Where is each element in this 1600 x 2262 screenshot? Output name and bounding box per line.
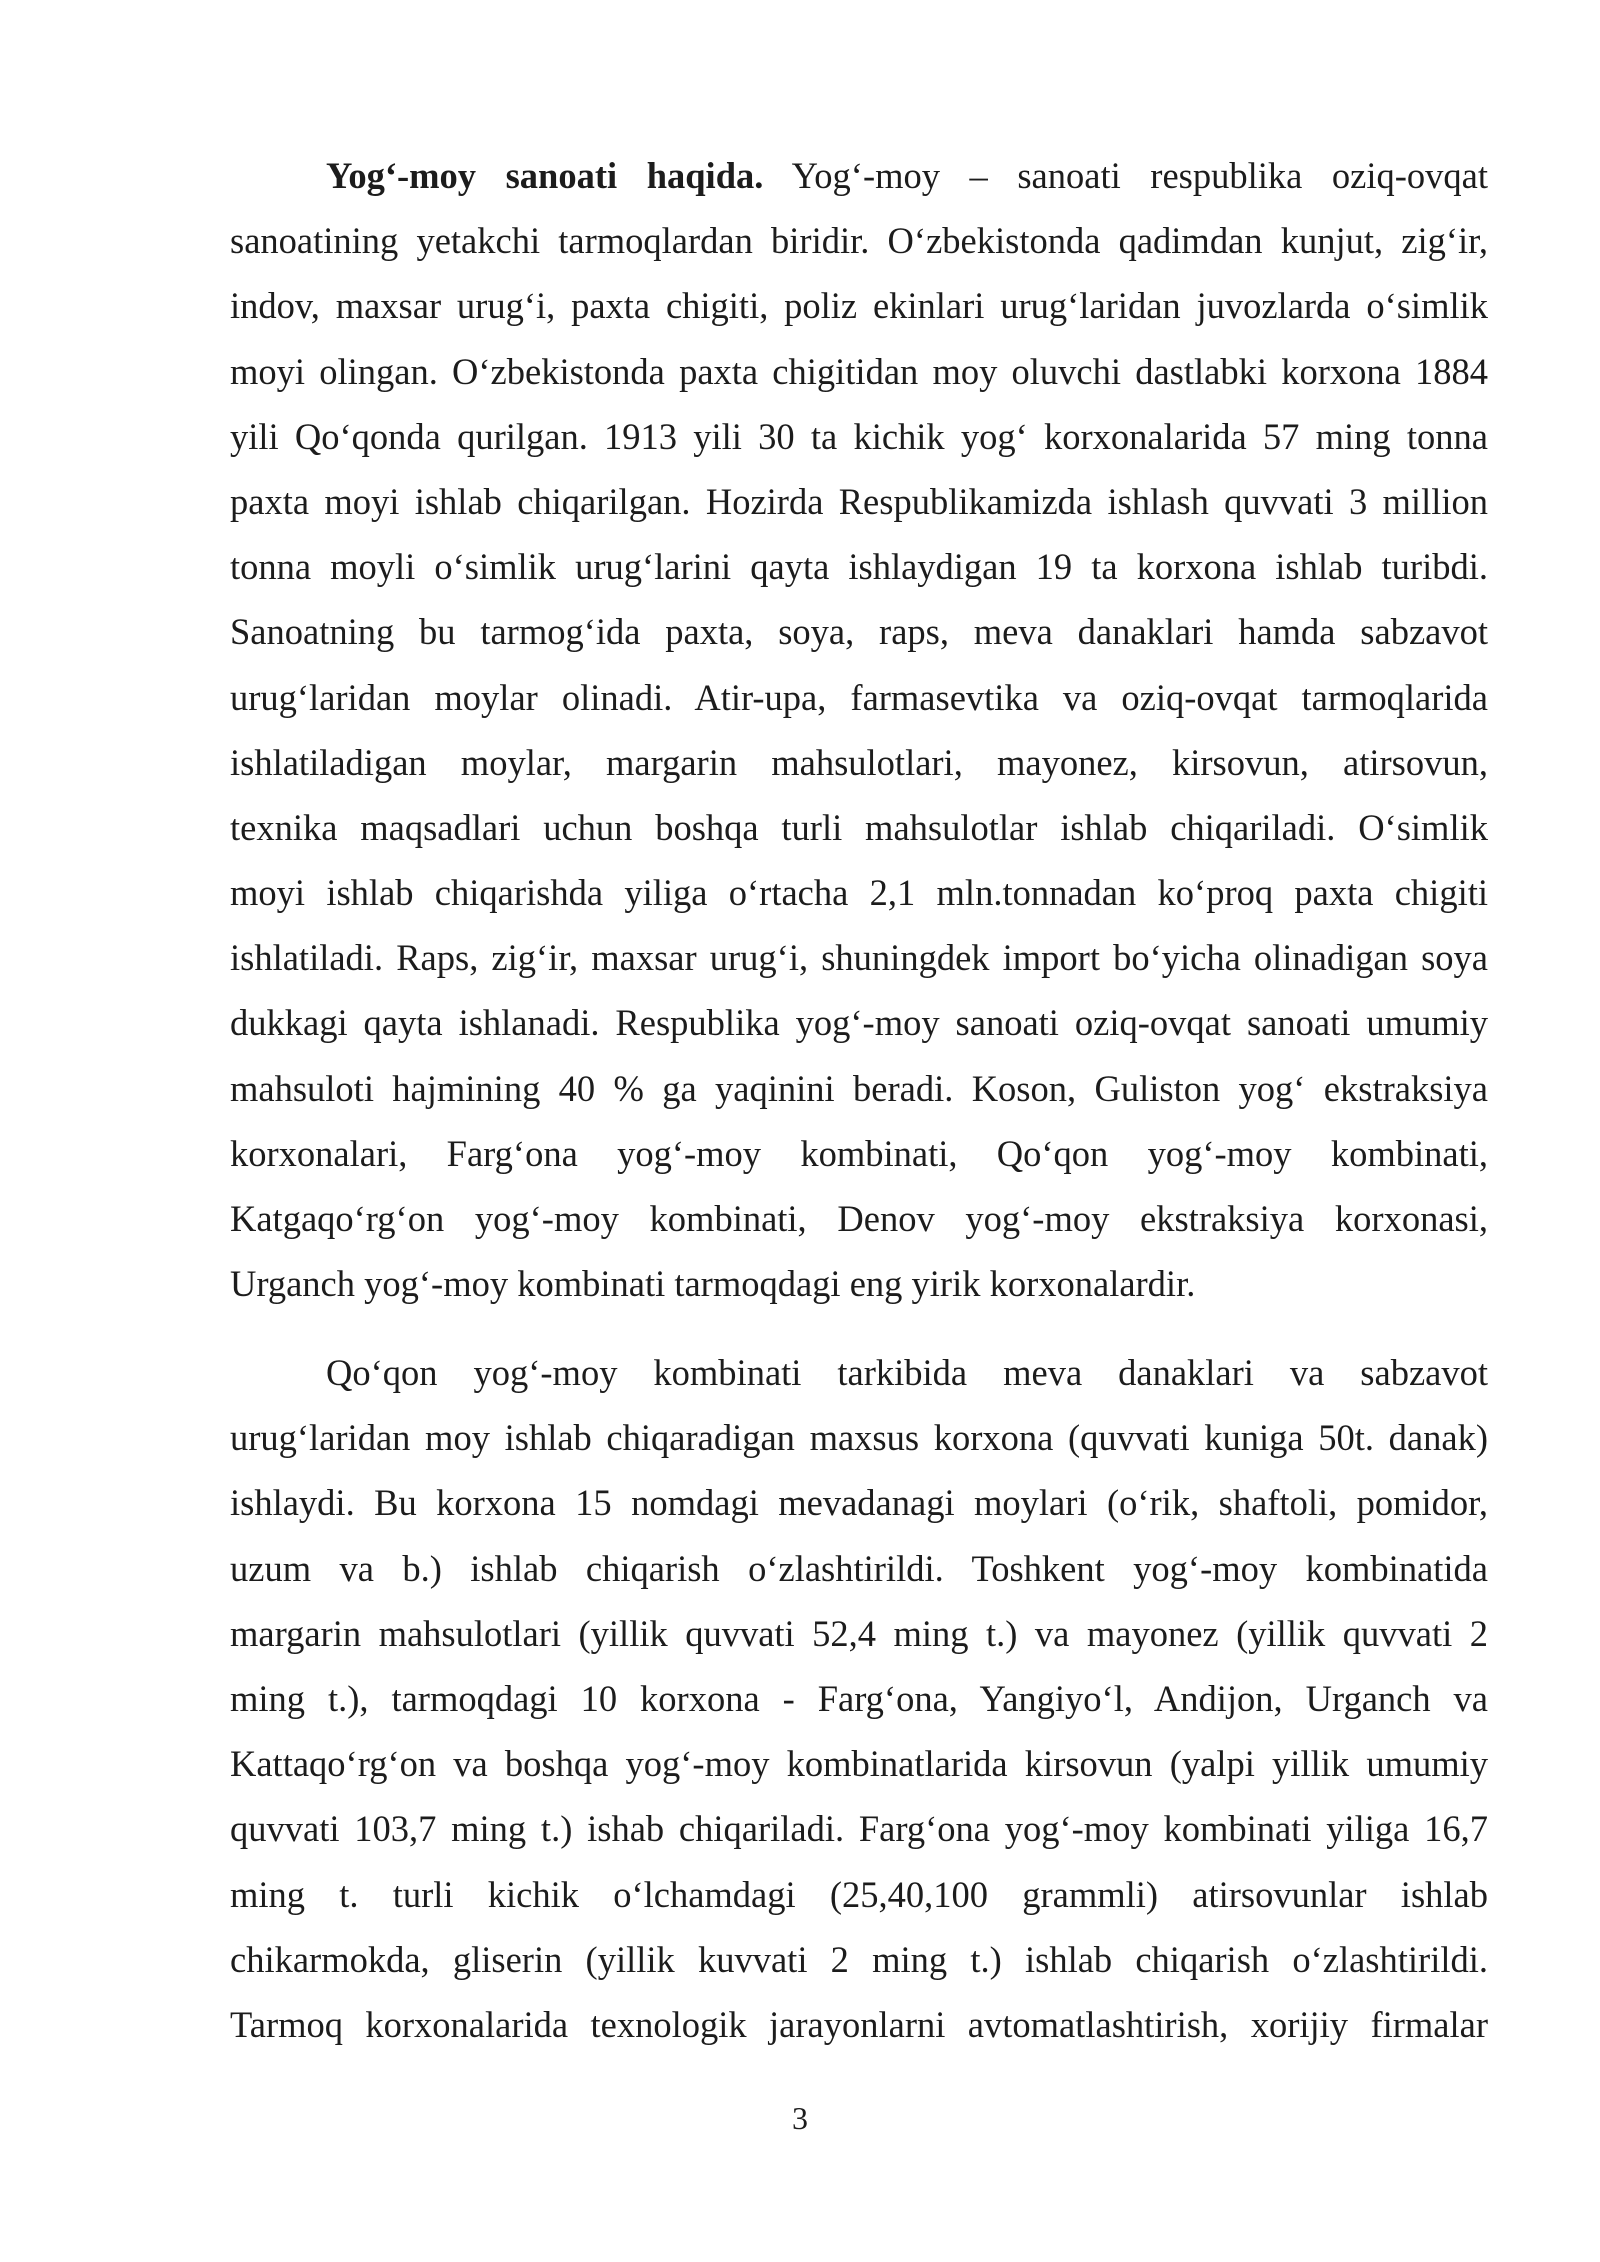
paragraph-line: moyi ishlab chiqarishda yiliga o‘rtacha 2,1 mln.tonnadan ko‘proq paxta chigiti — [230, 872, 1488, 914]
paragraph-line: ishlatiladi. Raps, zig‘ir, maxsar urug‘i, shuningdek import bo‘yicha olinadigan soya — [230, 937, 1488, 979]
paragraph-line: margarin mahsulotlari (yillik quvvati 52,4 ming t.) va mayonez (yillik quvvati 2 — [230, 1612, 1488, 1654]
paragraph-line: Tarmoq korxonalarida texnologik jarayonlarni avtomatlashtirish, xorijiy firmalar — [230, 2003, 1488, 2045]
paragraph-line: Urganch yog‘-moy kombinati tarmoqdagi eng yirik korxonalardir. — [230, 1263, 1196, 1305]
paragraph-line: quvvati 103,7 ming t.) ishab chiqariladi. Farg‘ona yog‘-moy kombinati yiliga 16,7 — [230, 1808, 1488, 1850]
paragraph-line: ishlaydi. Bu korxona 15 nomdagi mevadanagi moylari (o‘rik, shaftoli, pomidor, — [230, 1482, 1488, 1524]
paragraph-line: Kattaqo‘rg‘on va boshqa yog‘-moy kombinatlarida kirsovun (yalpi yillik umumiy — [230, 1743, 1488, 1785]
paragraph-line: Sanoatning bu tarmog‘ida paxta, soya, raps, meva danaklari hamda sabzavot — [230, 611, 1488, 653]
paragraph-line: urug‘laridan moy ishlab chiqaradigan maxsus korxona (quvvati kuniga 50t. danak) — [230, 1417, 1488, 1459]
paragraph-line: korxonalari, Farg‘ona yog‘-moy kombinati, Qo‘qon yog‘-moy kombinati, — [230, 1132, 1488, 1174]
paragraph-line: uzum va b.) ishlab chiqarish o‘zlashtirildi. Toshkent yog‘-moy kombinatida — [230, 1547, 1488, 1589]
paragraph-line: mahsuloti hajmining 40 % ga yaqinini beradi. Koson, Guliston yog‘ ekstraksiya — [230, 1067, 1488, 1109]
paragraph-line — [230, 143, 1488, 208]
paragraph-line: yili Qo‘qonda qurilgan. 1913 yili 30 ta kichik yog‘ korxonalarida 57 ming tonna — [230, 415, 1488, 457]
paragraph-line: chikarmokda, gliserin (yillik kuvvati 2 ming t.) ishlab chiqarish o‘zlashtirildi. — [230, 1938, 1488, 1980]
paragraph-line: urug‘laridan moylar olinadi. Atir-upa, farmasevtika va oziq-ovqat tarmoqlarida — [230, 676, 1488, 718]
paragraph-line: moyi olingan. O‘zbekistonda paxta chigitidan moy oluvchi dastlabki korxona 1884 — [230, 350, 1488, 392]
paragraph-fat-oil-industry — [230, 143, 1488, 1316]
paragraph-kokand-combine — [230, 1340, 1488, 2057]
paragraph-line: paxta moyi ishlab chiqarilgan. Hozirda Respublikamizda ishlash quvvati 3 million — [230, 480, 1488, 522]
paragraph-line: ishlatiladigan moylar, margarin mahsulotlari, mayonez, kirsovun, atirsovun, — [230, 741, 1488, 783]
paragraph-line: dukkagi qayta ishlanadi. Respublika yog‘-moy sanoati oziq-ovqat sanoati umumiy — [230, 1002, 1488, 1044]
paragraph-line: ming t.), tarmoqdagi 10 korxona - Farg‘ona, Yangiyo‘l, Andijon, Urganch va — [230, 1677, 1488, 1719]
page-number: 3 — [792, 2100, 808, 2136]
paragraph-line-text: Yog‘-moy – sanoati respublika oziq-ovqat — [763, 155, 1488, 196]
paragraph-line: Qo‘qon yog‘-moy kombinati tarkibida meva danaklari va sabzavot — [326, 1352, 1488, 1393]
paragraph-line: ming t. turli kichik o‘lchamdagi (25,40,100 grammli) atirsovunlar ishlab — [230, 1873, 1488, 1915]
paragraph-lead-heading: Yog‘-moy sanoati haqida. — [326, 155, 764, 196]
paragraph-line: texnika maqsadlari uchun boshqa turli mahsulotlar ishlab chiqariladi. O‘simlik — [230, 806, 1488, 848]
paragraph-line: sanoatining yetakchi tarmoqlardan biridir. O‘zbekistonda qadimdan kunjut, zig‘ir, — [230, 220, 1488, 262]
paragraph-line: tonna moyli o‘simlik urug‘larini qayta ishlaydigan 19 ta korxona ishlab turibdi. — [230, 546, 1488, 588]
paragraph-line: indov, maxsar urug‘i, paxta chigiti, poliz ekinlari urug‘laridan juvozlarda o‘simlik — [230, 285, 1488, 327]
paragraph-line: Katgaqo‘rg‘on yog‘-moy kombinati, Denov yog‘-moy ekstraksiya korxonasi, — [230, 1198, 1488, 1239]
